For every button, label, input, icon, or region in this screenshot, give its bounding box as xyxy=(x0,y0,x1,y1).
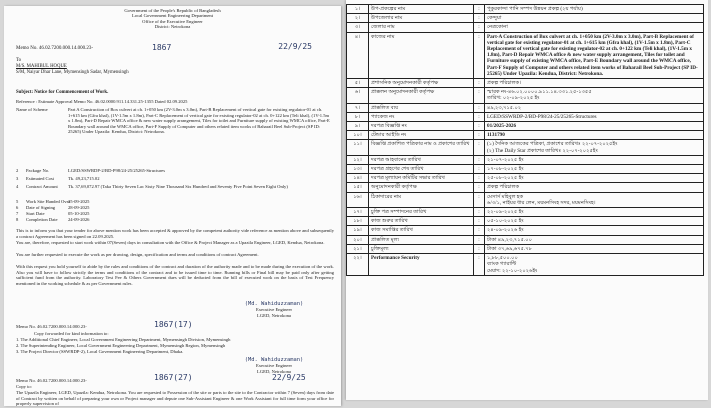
row-label: চুক্তি পত্র সম্পাদনের তারিখ xyxy=(369,208,474,217)
recipient-block xyxy=(16,58,129,76)
detail-value: 05-10-2025 xyxy=(68,211,90,216)
signature-name: (Md. Wahiduzzaman) xyxy=(244,357,304,363)
row-separator: : xyxy=(474,155,485,164)
detail-label: Start Date xyxy=(26,211,45,216)
row-number: ১৮। xyxy=(347,217,369,226)
copy1-memo: Memo No. 46.02.7200.000.14.000.23- xyxy=(16,324,87,329)
row-value xyxy=(485,32,704,78)
table-row xyxy=(347,23,704,32)
row-separator: : xyxy=(474,208,485,217)
row-number: ১৪। xyxy=(347,174,369,183)
row-number: ৯। xyxy=(347,122,369,131)
row-value-line: ২২-০৯-২০২৫ ইং xyxy=(487,209,524,216)
recipient-name: M/S. MAHIBUL HOQUE xyxy=(16,64,67,69)
row-value-line: টাকা ৪৯,২৩,৭১৫.০০ xyxy=(487,236,532,243)
detail-number: 3 xyxy=(16,176,19,181)
copy2-handwritten-number: 1867(27) xyxy=(154,373,193,382)
row-number: ১৬। xyxy=(347,192,369,207)
signature-block-2 xyxy=(219,358,329,374)
row-value xyxy=(485,244,704,253)
detail-number: 4 xyxy=(16,184,19,189)
row-value-line: 01/2025-2026 xyxy=(487,123,517,130)
row-number: ১৩। xyxy=(347,165,369,174)
signature-title: Executive Engineer xyxy=(255,363,293,369)
table-row xyxy=(347,88,704,103)
detail-label: Estimated Cost xyxy=(26,176,54,181)
scheme-row xyxy=(16,107,334,169)
row-label: প্রশাসনিক অনুমোদনকারী কর্তৃপক্ষ xyxy=(369,79,474,88)
detail-label: Contract Amount xyxy=(26,184,58,189)
row-separator: : xyxy=(474,122,485,131)
row-value xyxy=(485,235,704,244)
row-number: ১৯। xyxy=(347,226,369,235)
row-separator: : xyxy=(474,226,485,235)
memo-handwritten-number: 1867 xyxy=(152,43,172,52)
header-line-4: District: Netrokona xyxy=(154,24,191,30)
table-row xyxy=(347,217,704,226)
table-row xyxy=(347,226,704,235)
row-number: ২০। xyxy=(347,235,369,244)
table-row xyxy=(347,122,704,131)
subject-line: Subject: Notice for Commencement of Work. xyxy=(16,90,109,95)
row-label: কাজের নাম xyxy=(369,32,474,78)
table-row xyxy=(347,235,704,244)
row-separator: : xyxy=(474,88,485,103)
to-label: To xyxy=(16,58,21,63)
table-row xyxy=(347,103,704,112)
row-value-line: কেন্দুয়া xyxy=(487,15,502,22)
row-value-line: স্মারক নং-৪৬.০২.০০০০.৯১১.১৪.৩৩১.২৫-১৩৫৫ xyxy=(487,89,592,96)
row-value xyxy=(485,192,704,207)
row-label: প্রাক্কলিত ব্যয় xyxy=(369,103,474,112)
row-value-line: তারিখ: ০২-০৯-২০২৫ ইং xyxy=(487,95,540,102)
row-number: ২২। xyxy=(347,254,369,276)
row-value-line: ২১-০৭-২০২৫ ইং xyxy=(487,156,524,163)
copy2-memo: Memo No. 46.02.7200.000.14.000.23- xyxy=(16,378,87,383)
row-number: ১৫। xyxy=(347,183,369,192)
row-value-line: ১,৮৮,৫০০.০০ xyxy=(487,255,518,262)
detail-number: 5 xyxy=(16,199,19,204)
row-value xyxy=(485,79,704,88)
row-separator: : xyxy=(474,112,485,121)
row-separator: : xyxy=(474,244,485,253)
table-row xyxy=(347,14,704,23)
row-number: ৪। xyxy=(347,32,369,78)
header-line-1: Government of the People's Republic of Bangladesh xyxy=(124,8,221,13)
row-separator: : xyxy=(474,174,485,183)
row-value-line: ০৫-১০-২০২৫ ইং xyxy=(487,218,524,225)
copy1-item: 3. The Project Director (SSWRDP-2), Local Government Engineering Department, Dhaka. xyxy=(16,349,184,354)
body-paragraph-1: This is to inform you that your tender for above mention work has been accepted & approved by the competent authority vide reference as mention above and subsequently a contract Agreement has been signed on 22.09.2025. xyxy=(16,228,334,239)
row-label: প্রাক্কলিত মূল্য xyxy=(369,235,474,244)
row-value xyxy=(485,183,704,192)
signature-block-1 xyxy=(219,302,329,318)
detail-label: Work Site Handed Over xyxy=(26,199,71,204)
table-row xyxy=(347,174,704,183)
memo-handwritten-date: 22/9/25 xyxy=(278,42,312,51)
body-paragraph-2: You are, therefore, requested to start work within 07(Seven) days in consultation with the Office & Project Manager as a Upazila Engineer, LGED, Kendua, Netrokona. xyxy=(16,240,325,245)
table-row xyxy=(347,183,704,192)
row-label: জেলার নাম xyxy=(369,23,474,32)
row-value xyxy=(485,208,704,217)
row-value-line: ২৪-০৯-২০২৬ ইং xyxy=(487,227,524,234)
row-value-line: টাকা ৩৭,৬৯,৬৭৫.৭৮ xyxy=(487,245,532,252)
row-value-line: LGED/SSWRDP-2/BD-P98/24-25/25265-Structures xyxy=(487,113,597,120)
table-row xyxy=(347,165,704,174)
body-paragraph-4: With this request you hold yourself to abide by the rules and conditions of the contract and duration of the authority made and to be made during the execution of the work. Also you will have to follow strictly the terms and conditions of the contract and to be issued time to time. Running bills or Final bill may be paid only after getting sufficient fund from the authority. Laboratory Test Fee & Others Government dues will be deducted from the bill of executed work on the basis of Test Frequency mentioned in the working schedule & as per Government rules. xyxy=(16,264,334,286)
body-paragraph-3: You are further requested to execute the work as per drawing, design, specification and terms and conditions of contract Agreement. xyxy=(16,252,259,257)
row-value-line: Part-A Construction of Box culvert at ch. 1+050 km (2V-3.0m x 3.0m), Part-B Replacement of vertical gate for existing regulator-01 at ch. 1+615 km (Gfra khal), (1V-1.5m x 1.8m), Part-C Replacement of vertical gate for existing regulator-02 at ch. 0+122 km (Teli khal), (1V-1.5m x 1.8m), Part-D Repair WMCA office & new water supply arrangement, Tiles for toilet and Furniture supply of existing WMCA office, Part-E Boundary wall around the WMCA office, Part-F Supply of Computer and others related item works of Baharail Beel Sub-Project (SP ID-25265) Under Upazila: Kendua, District: Netrokona. xyxy=(487,33,698,77)
row-label: দরপত্র বিজ্ঞপ্তি নং xyxy=(369,122,474,131)
row-label: প্রাক্কলন অনুমোদনকারী কর্তৃপক্ষ xyxy=(369,88,474,103)
header-line-2: Local Government Engineering Department xyxy=(132,13,213,19)
detail-label: Package No. xyxy=(26,168,50,173)
row-value-line: পুকুরকান্দা পানি সম্পদ উন্নয়ন প্রকল্প (২য় পর্যায়) xyxy=(487,6,583,12)
row-label: দরপত্র গ্রহণের শেষ তারিখ xyxy=(369,165,474,174)
row-number: ৭। xyxy=(347,103,369,112)
row-number: ৫। xyxy=(347,79,369,88)
row-value xyxy=(485,165,704,174)
row-value xyxy=(485,103,704,112)
row-value-line: প্রকল্প পরিচালক xyxy=(487,184,520,191)
table-row xyxy=(347,112,704,121)
work-summary-page xyxy=(346,0,708,400)
table-row xyxy=(347,140,704,155)
recipient-address: S/M, Naiyar Dhar Lane, Mymensingh Sadar, Mymensingh xyxy=(16,70,129,75)
row-separator: : xyxy=(474,79,485,88)
copy2-to: Copy to: xyxy=(16,384,32,389)
row-separator: : xyxy=(474,140,485,155)
table-row xyxy=(347,254,704,276)
row-separator: : xyxy=(474,165,485,174)
row-label: বিজ্ঞপ্তি প্রকাশিত পত্রিকার নাম ও প্রকাশের তারিখ xyxy=(369,140,474,155)
table-row xyxy=(347,32,704,78)
row-value xyxy=(485,254,704,276)
row-value-line: ব্যাংক গ্যারান্টি xyxy=(487,261,517,268)
table-row xyxy=(347,155,704,164)
detail-value: Tk. 49,23,715.02 xyxy=(68,176,100,181)
row-value-line: মেয়াদ: ২২-১০-২০২৬ইং xyxy=(487,267,538,274)
detail-label: Completion Date xyxy=(26,217,58,222)
row-separator: : xyxy=(474,14,485,23)
row-label: কাজ সমাপ্তির তারিখ xyxy=(369,226,474,235)
row-value-line: (২) The Daily Star প্রকাশের তারিখঃ ২২-০৭-২০২৫ইং xyxy=(487,147,598,154)
row-number: ১। xyxy=(347,5,369,14)
row-label: উপ-প্রকল্পের নাম xyxy=(369,5,474,14)
row-label: কাজ শুরুর তারিখ xyxy=(369,217,474,226)
row-value xyxy=(485,122,704,131)
detail-number: 8 xyxy=(16,217,19,222)
table-row xyxy=(347,192,704,207)
row-separator: : xyxy=(474,183,485,192)
row-value xyxy=(485,155,704,164)
row-separator: : xyxy=(474,217,485,226)
scheme-text: Part A Construction of Box culvert at ch. 1+050 km (2V-3.0m x 3.0m), Part-B Replacement of vertical gate for existing regulator-01 at ch. 1+615 km (Gfra khal), (1V-1.5m x 1.8m), Part-C Replacement of vertical gate for existing regulator-02 at ch. 0+122 km (Teli khal), (1V-1.5m x 1.8m), Part-D Repair WMCA office & new water supply arrangement, Tiles for toilet and Furniture supply of existing WMCA office, Part-E Boundary wall around the WMCA office, Part-F Supply of Computer and others related item works of Baharail Beel Sub-Project (SP ID: 25265) Under Upazila: Kendua, District: Netrokona. xyxy=(68,107,330,135)
row-value xyxy=(485,131,704,140)
row-separator: : xyxy=(474,32,485,78)
letter-header xyxy=(4,8,341,30)
table-row xyxy=(347,5,704,14)
row-separator: : xyxy=(474,103,485,112)
row-value-line: নেত্রকোনা xyxy=(487,24,508,31)
row-label: প্যাকেজ নং xyxy=(369,112,474,121)
row-value-line: 1131790 xyxy=(487,132,505,139)
table-row xyxy=(347,79,704,88)
memo-number: Memo No. 46.02.7200.000.14.000.23- xyxy=(16,46,94,51)
copy2-handwritten-date: 22/9/25 xyxy=(272,373,306,382)
signature-office: LGED, Netrokona xyxy=(257,368,291,374)
signature-title: Executive Engineer xyxy=(255,307,293,313)
detail-number: 2 xyxy=(16,168,19,173)
copy1-handwritten-number: 1867(17) xyxy=(154,320,193,329)
row-value-line: প্রকল্প পরিচালক। xyxy=(487,80,522,87)
row-separator: : xyxy=(474,5,485,14)
row-label: Performance Security xyxy=(369,254,474,276)
row-value xyxy=(485,112,704,121)
row-label: চুক্তিমূল্য xyxy=(369,244,474,253)
row-number: ৬। xyxy=(347,88,369,103)
detail-value: Tk. 37,69,072.97 (Taka Thirty Seven Lac Sixty Nine Thousand Six Hundred and Seventy Five Point Seven Eight Only) xyxy=(68,184,288,189)
notice-letter-page xyxy=(4,6,341,406)
row-value xyxy=(485,14,704,23)
copy2-text: The Upazila Engineer, LGED, Upazila: Kendua, Netrokona. You are requested to Possession of the site or parts to the site to the Contractor within 7 (Seven) days from date of Contract by written on behalf of preparing your own or Project manager and depute one Sub-Assistant Engineer & one Work Assistant for full time form your office for properly supervision of xyxy=(16,390,334,407)
row-label: টেন্ডার আইডি নং xyxy=(369,131,474,140)
row-value-line: ৬/৩/১, নাইয়র ধার লেন, ময়মনসিংহ সদর, ময়মনসিংহ। xyxy=(487,199,596,206)
row-value-line: (১) দৈনিক আজকের পত্রিকা, প্রকাশের তারিখঃ ২২-০৭-২০২৫ইং xyxy=(487,141,618,148)
table-row xyxy=(347,208,704,217)
detail-number: 7 xyxy=(16,211,19,216)
row-value-line: ২৫-০৮-২০২৫ ইং xyxy=(487,175,524,182)
header-line-3: Office of the Executive Engineer xyxy=(142,18,203,24)
row-separator: : xyxy=(474,235,485,244)
row-label: দরপত্র মূল্যায়ন কমিটির সভার তারিখ xyxy=(369,174,474,183)
detail-value: 28-09-2025 xyxy=(68,205,90,210)
detail-label: Date of Signing xyxy=(26,205,56,210)
row-number: ৩। xyxy=(347,23,369,32)
row-number: ১৭। xyxy=(347,208,369,217)
copy1-intro: Copy forwarded for kind information to: xyxy=(34,331,109,336)
row-label: উপজেলার নাম xyxy=(369,14,474,23)
detail-value: 25-09-2025 xyxy=(68,199,90,204)
row-number: ২। xyxy=(347,14,369,23)
row-label: দরপত্র আহবানের তারিখ xyxy=(369,155,474,164)
table-row xyxy=(347,131,704,140)
row-value xyxy=(485,226,704,235)
row-value xyxy=(485,140,704,155)
row-number: ৮। xyxy=(347,112,369,121)
copy1-item: 1. The Additional Chief Engineer, Local Government Engineering Department, Mymensingh Division, Mymensingh xyxy=(16,337,231,342)
row-separator: : xyxy=(474,254,485,276)
row-separator: : xyxy=(474,23,485,32)
reference-text: Reference : Estimate Approval Memo No. 46.02.0000.911.14.331.25-1355 Dated 02.09.2025 xyxy=(16,99,188,104)
copy1-item: 2. The Superintending Engineer, Local Government Engineering Department, Mymensingh Region, Mymensingh xyxy=(16,343,226,348)
row-separator: : xyxy=(474,192,485,207)
table-row xyxy=(347,244,704,253)
row-value-line: ৪৯,২৩,৭১৫.০২ xyxy=(487,104,522,111)
signature-office: LGED, Netrokona xyxy=(257,312,291,318)
row-value xyxy=(485,174,704,183)
row-value xyxy=(485,217,704,226)
reference-row xyxy=(16,99,334,105)
row-number: ১০। xyxy=(347,131,369,140)
row-label: অনুমোদনকারী কর্তৃপক্ষ xyxy=(369,183,474,192)
signature-name: (Md. Wahiduzzaman) xyxy=(244,301,304,307)
row-value xyxy=(485,5,704,14)
detail-value: LGED/SSWRDP-2/BD-P98/24-25/25265-Structures xyxy=(68,168,165,173)
row-value xyxy=(485,23,704,32)
row-value xyxy=(485,88,704,103)
row-value-line: মেসার্স মহিবুল হক xyxy=(487,193,524,200)
row-label: ঠিকাদারের নাম xyxy=(369,192,474,207)
row-number: ১২। xyxy=(347,155,369,164)
row-number: ২১। xyxy=(347,244,369,253)
row-number: ১১। xyxy=(347,140,369,155)
scheme-label: Name of Scheme xyxy=(16,107,48,112)
work-summary-table xyxy=(346,4,704,276)
detail-value: 24-09-2026 xyxy=(68,217,90,222)
row-value-line: ১৭-০৮-২০২৫ ইং xyxy=(487,166,524,173)
detail-number: 6 xyxy=(16,205,19,210)
row-separator: : xyxy=(474,131,485,140)
